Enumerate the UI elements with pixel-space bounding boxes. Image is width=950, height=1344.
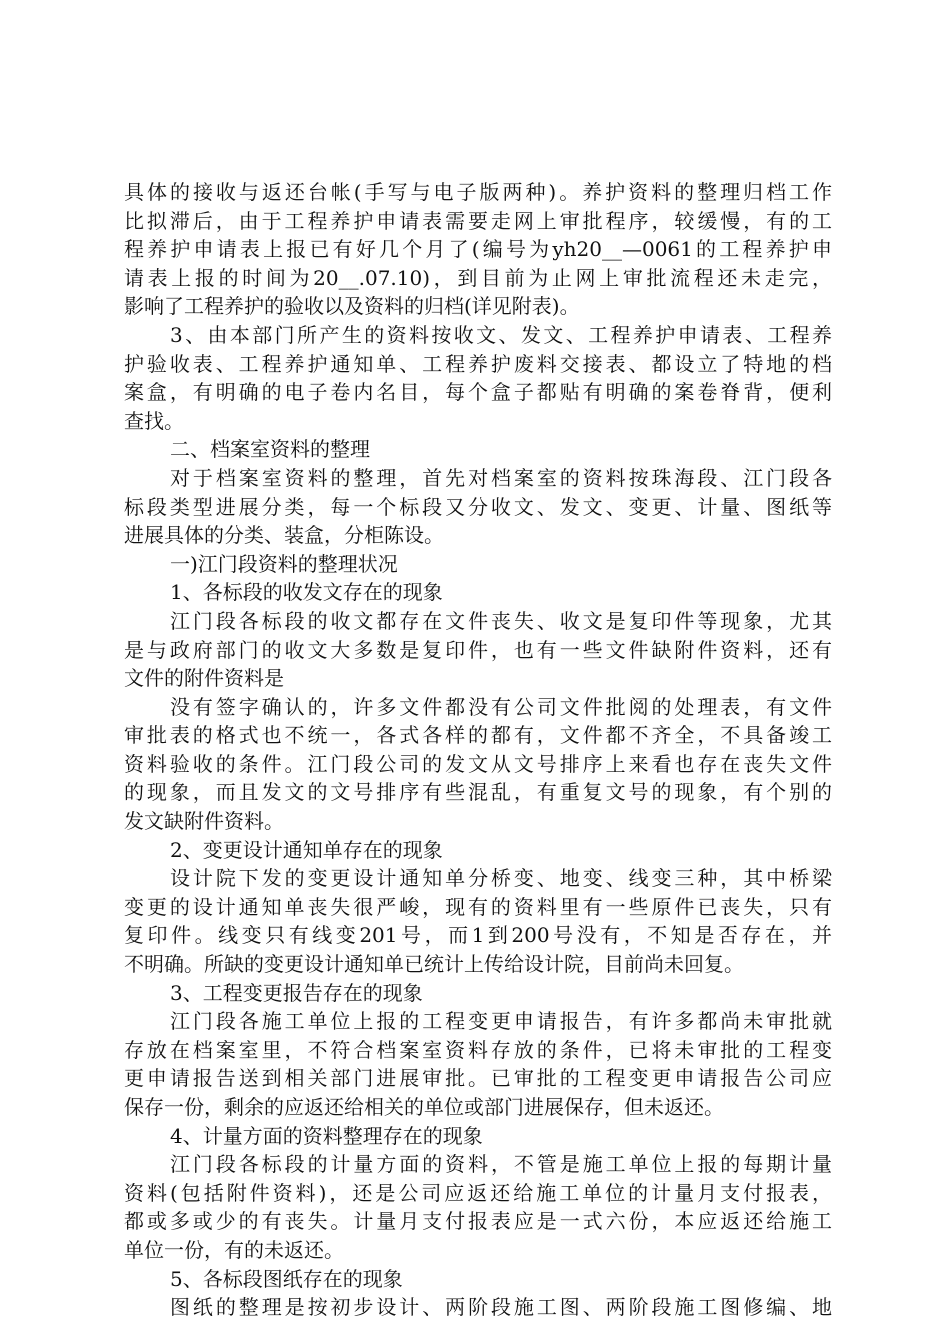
text-line: 比拟滞后，由于工程养护申请表需要走网上审批程序，较缓慢，有的工 <box>124 208 832 233</box>
text-line: 发文缺附件资料。 <box>124 809 284 834</box>
text-line: 标段类型进展分类，每一个标段又分收文、发文、变更、计量、图纸等 <box>124 494 832 519</box>
document-page <box>124 178 832 1322</box>
text-line: 没有签字确认的，许多文件都没有公司文件批阅的处理表，有文件 <box>170 694 832 719</box>
text-line: 护验收表、工程养护通知单、工程养护废料交接表、都设立了特地的档 <box>124 351 832 376</box>
text-line: 文件的附件资料是 <box>124 666 284 691</box>
text-line: 江门段各标段的计量方面的资料，不管是施工单位上报的每期计量 <box>170 1152 832 1177</box>
text-line: 具体的接收与返还台帐(手写与电子版两种)。养护资料的整理归档工作 <box>124 180 832 204</box>
text-line: 5、各标段图纸存在的现象 <box>170 1266 403 1291</box>
text-line: 进展具体的分类、装盒，分柜陈设。 <box>124 523 444 548</box>
text-line: 更申请报告送到相关部门进展审批。已审批的工程变更申请报告公司应 <box>124 1066 832 1091</box>
text-line: 影响了工程养护的验收以及资料的归档(详见附表)。 <box>124 294 580 319</box>
text-line: 资料(包括附件资料)，还是公司应返还给施工单位的计量月支付报表， <box>124 1180 832 1205</box>
text-line: 设计院下发的变更设计通知单分桥变、地变、线变三种，其中桥梁 <box>170 866 832 891</box>
text-line: 江门段各施工单位上报的工程变更申请报告，有许多都尚未审批就 <box>170 1009 832 1034</box>
text-line: 案盒，有明确的电子卷内名目，每个盒子都贴有明确的案卷脊背，便利 <box>124 380 832 405</box>
text-line: 3、工程变更报告存在的现象 <box>170 980 423 1005</box>
text-line: 存放在档案室里，不符合档案室资料存放的条件，已将未审批的工程变 <box>124 1037 832 1062</box>
text-line: 二、档案室资料的整理 <box>170 437 370 462</box>
text-line: 图纸的整理是按初步设计、两阶段施工图、两阶段施工图修编、地 <box>170 1295 832 1320</box>
text-line: 资料验收的条件。江门段公司的发文从文号排序上来看也存在丧失文件 <box>124 751 832 776</box>
text-line: 一)江门段资料的整理状况 <box>170 551 398 576</box>
text-line: 对于档案室资料的整理，首先对档案室的资料按珠海段、江门段各 <box>170 465 832 490</box>
text-line: 3、由本部门所产生的资料按收文、发文、工程养护申请表、工程养 <box>170 322 832 347</box>
text-line: 复印件。线变只有线变201号，而1到200号没有，不知是否存在，并 <box>124 923 832 948</box>
text-line: 保存一份，剩余的应返还给相关的单位或部门进展保存，但未返还。 <box>124 1095 724 1119</box>
text-line: 查找。 <box>124 408 184 433</box>
text-line: 变更的设计通知单丧失很严峻，现有的资料里有一些原件已丧失，只有 <box>124 894 832 919</box>
text-line: 2、变更设计通知单存在的现象 <box>170 837 443 862</box>
text-line: 4、计量方面的资料整理存在的现象 <box>170 1123 483 1148</box>
text-line: 请表上报的时间为20__.07.10)，到目前为止网上审批流程还未走完， <box>124 265 832 290</box>
text-line: 江门段各标段的收文都存在文件丧失、收文是复印件等现象，尤其 <box>170 608 832 633</box>
text-line: 程养护申请表上报已有好几个月了(编号为yh20__—0061的工程养护申 <box>124 237 832 262</box>
text-line: 1、各标段的收发文存在的现象 <box>170 580 443 605</box>
text-line: 审批表的格式也不统一，各式各样的都有，文件都不齐全，不具备竣工 <box>124 723 832 748</box>
text-line: 都或多或少的有丧失。计量月支付报表应是一式六份，本应返还给施工 <box>124 1209 832 1234</box>
text-line: 单位一份，有的未返还。 <box>124 1237 344 1262</box>
text-line: 的现象，而且发文的文号排序有些混乱，有重复文号的现象，有个别的 <box>124 780 832 805</box>
text-line: 是与政府部门的收文大多数是复印件，也有一些文件缺附件资料，还有 <box>124 637 832 662</box>
text-line: 不明确。所缺的变更设计通知单已统计上传给设计院，目前尚未回复。 <box>124 952 744 977</box>
